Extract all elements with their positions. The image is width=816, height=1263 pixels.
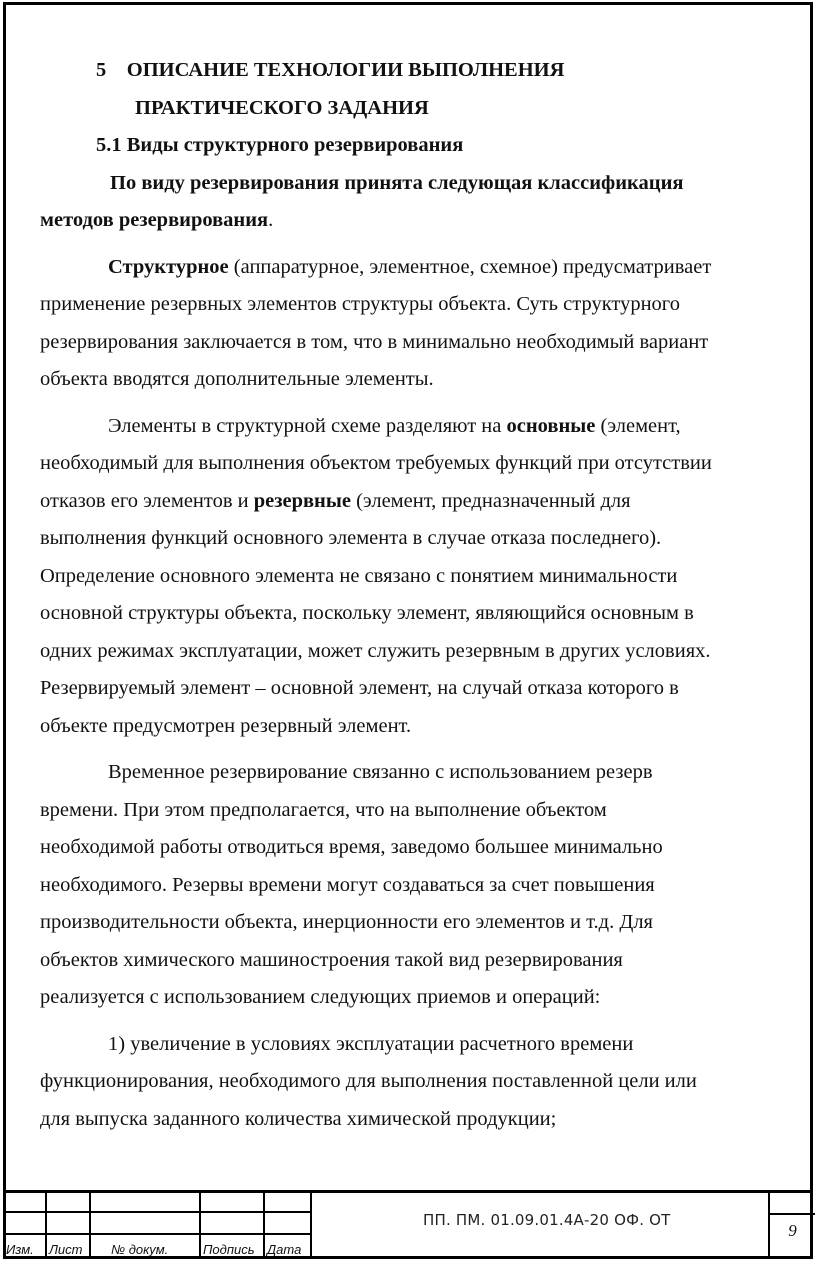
stamp-label-data: Дата — [267, 1242, 302, 1257]
document-number: ПП. ПМ. 01.09.01.4А-20 ОФ. ОТ — [423, 1211, 671, 1229]
text-line: выполнения функций основного элемента в случае отказа последнего). — [40, 527, 662, 549]
text-fragment: Элементы в структурной схеме разделяют на — [108, 414, 507, 437]
text-line: резервирования заключается в том, что в минимально необходимый вариант — [40, 330, 709, 353]
text-line: Временное резервирование связанно с использованием резерв — [108, 761, 653, 783]
title-block — [3, 1190, 813, 1259]
stamp-label-podpis: Подпись — [203, 1242, 255, 1257]
text-line: Определение основного элемента не связано с понятием минимальности — [40, 564, 678, 587]
document-body — [40, 52, 780, 1138]
text-line: времени. При этом предполагается, что на выполнение объектом — [40, 798, 607, 821]
stamp-label-list: Лист — [49, 1242, 83, 1257]
paragraph-elements — [40, 408, 780, 746]
stamp-label-izm: Изм. — [6, 1242, 34, 1257]
text-line: необходимой работы отводиться время, заведомо большее минимально — [40, 836, 663, 858]
section-heading-line2: ПРАКТИЧЕСКОГО ЗАДАНИЯ — [135, 96, 429, 119]
text-line: 1) увеличение в условиях эксплуатации расчетного времени — [108, 1032, 634, 1055]
page-number: 9 — [788, 1221, 797, 1240]
text-line — [40, 483, 780, 521]
text-fragment: (элемент, предназначенный для — [350, 489, 631, 512]
term-main: основные — [506, 414, 596, 437]
text-line: объекте предусмотрен резервный элемент. — [40, 714, 412, 737]
intro-bold: методов резервирования — [40, 209, 269, 231]
text-line: необходимый для выполнения объектом требуемых функций при отсутствии — [40, 452, 712, 474]
subsection-heading: 5.1 Виды структурного резервирования — [96, 134, 464, 156]
text-line: реализуется с использованием следующих приемов и операций: — [40, 986, 601, 1008]
intro-line: По виду резервирования принята следующая классификация — [110, 171, 684, 194]
text-line — [40, 408, 780, 446]
paragraph-structural — [40, 249, 780, 399]
text-line: производительности объекта, инерционности его элементов и т.д. Для — [40, 911, 653, 933]
text-line: основной структуры объекта, поскольку элемент, являющийся основным в — [40, 602, 694, 624]
text-line: для выпуска заданного количества химической продукции; — [40, 1107, 557, 1130]
page-number-box — [768, 1193, 815, 1259]
paragraph-temporal — [40, 754, 780, 1017]
term-structural: Структурное — [108, 255, 229, 278]
text-line — [40, 249, 780, 287]
text-line: Резервируемый элемент – основной элемент, на случай отказа которого в — [40, 677, 679, 699]
text-line: объекта вводятся дополнительные элементы. — [40, 368, 434, 390]
text-line: функционирования, необходимого для выполнения поставленной цели или — [40, 1070, 697, 1092]
text-fragment: (элемент, — [595, 414, 681, 437]
intro-end: . — [268, 209, 274, 231]
stamp-label-dokum: № докум. — [111, 1242, 169, 1257]
text-fragment: (аппаратурное, элементное, схемное) предусматривает — [228, 255, 712, 278]
text-line: необходимого. Резервы времени могут создаваться за счет повышения — [40, 873, 655, 896]
list-item-1 — [40, 1026, 780, 1139]
section-heading-line1: 5 ОПИСАНИЕ ТЕХНОЛОГИИ ВЫПОЛНЕНИЯ — [96, 59, 565, 81]
text-line: одних режимах эксплуатации, может служить резервным в других условиях. — [40, 639, 711, 662]
intro-line — [40, 202, 780, 240]
term-reserve: резервные — [253, 489, 351, 512]
text-fragment: отказов его элементов и — [40, 489, 254, 512]
text-line: объектов химического машиностроения такой вид резервирования — [40, 948, 623, 971]
text-line: применение резервных элементов структуры объекта. Суть структурного — [40, 293, 680, 315]
